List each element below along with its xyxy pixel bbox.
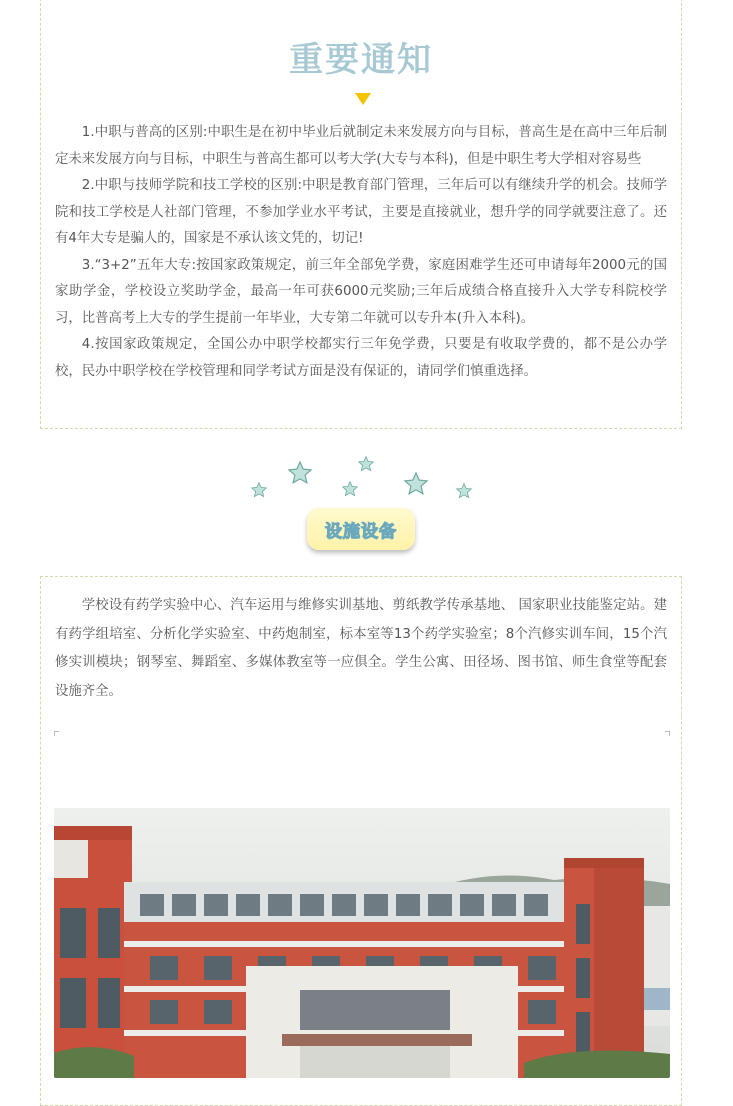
notice-title: 重要通知 [289, 40, 433, 80]
section-badge-label: 设施设备 [325, 522, 397, 542]
section-badge [307, 508, 415, 550]
facility-section [40, 576, 682, 1106]
notice-paragraph-2: 2.中职与技师学院和技工学校的区别:中职是教育部门管理，三年后可以有继续升学的机会。技师学院和技工学校是人社部门管理，不参加学业水平考试，主要是直接就业，想升学的同学就要注意了。还有4年大专是骗人的，国家是不承认该文凭的，切记! [55, 178, 667, 246]
notice-paragraph-3: 3.“3+2”五年大专:按国家政策规定，前三年全部免学费，家庭困难学生还可申请每年2000元的国家助学金，学校设立奖助学金，最高一年可获6000元奖励;三年后成绩合格直接升入大学专科院校学习，比普高考上大专的学生提前一年毕业，大专第二年就可以专升本(升入本科)。 [55, 257, 667, 326]
star-icon [342, 481, 358, 497]
building-photo [54, 808, 670, 1078]
facility-description [55, 592, 667, 706]
star-icon [358, 456, 374, 472]
star-icon [251, 482, 267, 498]
decorative-stars [240, 450, 490, 510]
facility-paragraph: 学校设有药学实验中心、汽车运用与维修实训基地、剪纸教学传承基地、 国家职业技能鉴定站。建有药学组培室、分析化学实验室、中药炮制室，标本室等13个药学实验室；8个汽修实训车间，15个汽修实训模块；钢琴室、舞蹈室、多媒体教室等一应俱全。学生公寓、田径场、图书馆、师生食堂等配套设施齐全。 [55, 598, 667, 699]
triangle-down-icon [355, 93, 371, 105]
notice-paragraph-1: 1.中职与普高的区别:中职生是在初中毕业后就制定未来发展方向与目标，普高生是在高中三年后制定未来发展方向与目标，中职生与普高生都可以考大学(大专与本科)，但是中职生考大学相对容易些 [55, 125, 667, 167]
star-icon [404, 472, 428, 496]
notice-body [55, 120, 667, 385]
star-icon [288, 461, 312, 485]
notice-section [40, 0, 682, 429]
notice-paragraph-4: 4.按国家政策规定，全国公办中职学校都实行三年免学费，只要是有收取学费的，都不是公办学校，民办中职学校在学校管理和同学考试方面是没有保证的，请同学们慎重选择。 [55, 337, 667, 379]
star-icon [456, 483, 472, 499]
